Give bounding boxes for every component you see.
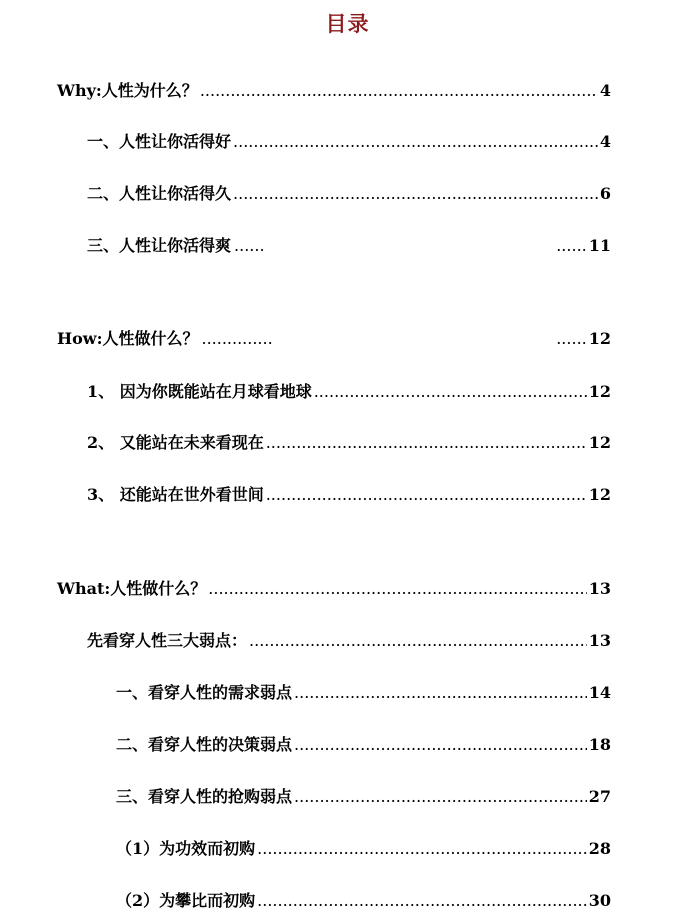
- leader-dots: [257, 837, 587, 861]
- toc-entry[interactable]: [116, 837, 611, 861]
- toc-entry-page: 12: [588, 329, 611, 348]
- toc-entry-page: 12: [588, 382, 611, 401]
- leader-dots: [294, 785, 587, 809]
- leader-dots: [201, 327, 272, 351]
- toc-entry-page: 27: [588, 787, 611, 806]
- toc-entry-label: 三、人性让你活得爽: [87, 236, 232, 255]
- toc-entry[interactable]: [87, 234, 611, 258]
- toc-entry-page: 11: [588, 236, 611, 255]
- toc-entry-page: 12: [588, 433, 611, 452]
- toc-entry-page: 13: [588, 631, 611, 650]
- leader-dots: [233, 182, 598, 206]
- toc-entry[interactable]: [57, 327, 611, 351]
- toc-entry-label: 二、看穿人性的决策弱点: [116, 735, 293, 754]
- toc-entry[interactable]: [116, 889, 611, 913]
- toc-entry[interactable]: [87, 629, 611, 653]
- leader-dots: [266, 483, 587, 507]
- leader-dots: [294, 681, 587, 705]
- leader-dots: [208, 577, 586, 601]
- toc-entry[interactable]: [116, 733, 611, 757]
- toc-entry-label: How:人性做什么？: [57, 329, 199, 348]
- toc-entry-label: 3、 还能站在世外看世间: [87, 485, 264, 504]
- toc-entry-label: 一、看穿人性的需求弱点: [116, 683, 293, 702]
- toc-entry-label: 先看穿人性三大弱点：: [87, 631, 248, 650]
- toc-entry-label: （2）为攀比而初购: [116, 891, 256, 910]
- toc-title: 目录: [325, 12, 370, 36]
- toc-entry-label: 二、人性让你活得久: [87, 184, 232, 203]
- leader-dots: [294, 733, 587, 757]
- leader-dots: [314, 380, 587, 404]
- leader-dots: [556, 327, 587, 351]
- toc-entry-page: 4: [599, 132, 611, 151]
- toc-entry[interactable]: [116, 681, 611, 705]
- toc-entry[interactable]: [87, 483, 611, 507]
- leader-dots: [234, 234, 265, 258]
- toc-entry[interactable]: [57, 577, 611, 601]
- toc-entry-label: 1、 因为你既能站在月球看地球: [87, 382, 312, 401]
- toc-entry-page: 28: [588, 839, 611, 858]
- leader-dots: [200, 79, 598, 103]
- toc-entry[interactable]: [116, 785, 611, 809]
- toc-entry[interactable]: [87, 130, 611, 154]
- toc-entry[interactable]: [87, 431, 611, 455]
- toc-entry-page: 18: [588, 735, 611, 754]
- toc-entry-page: 13: [588, 579, 611, 598]
- leader-dots: [249, 629, 587, 653]
- leader-dots: [266, 431, 587, 455]
- toc-entry-label: What:人性做什么？: [57, 579, 207, 598]
- leader-dots: [257, 889, 587, 913]
- toc-entry-page: 14: [588, 683, 611, 702]
- toc-entry[interactable]: [87, 380, 611, 404]
- toc-entry-page: 4: [599, 81, 611, 100]
- toc-entry-label: Why:人性为什么？: [57, 81, 198, 100]
- toc-entry[interactable]: [57, 79, 611, 103]
- toc-entry-page: 12: [588, 485, 611, 504]
- toc-entry-label: 三、看穿人性的抢购弱点: [116, 787, 293, 806]
- toc-entry-label: 2、 又能站在未来看现在: [87, 433, 264, 452]
- leader-dots: [556, 234, 587, 258]
- leader-dots: [233, 130, 598, 154]
- toc-entry[interactable]: [87, 182, 611, 206]
- toc-entry-label: 一、人性让你活得好: [87, 132, 232, 151]
- toc-entry-page: 6: [599, 184, 611, 203]
- toc-entry-page: 30: [588, 891, 611, 910]
- toc-entry-label: （1）为功效而初购: [116, 839, 256, 858]
